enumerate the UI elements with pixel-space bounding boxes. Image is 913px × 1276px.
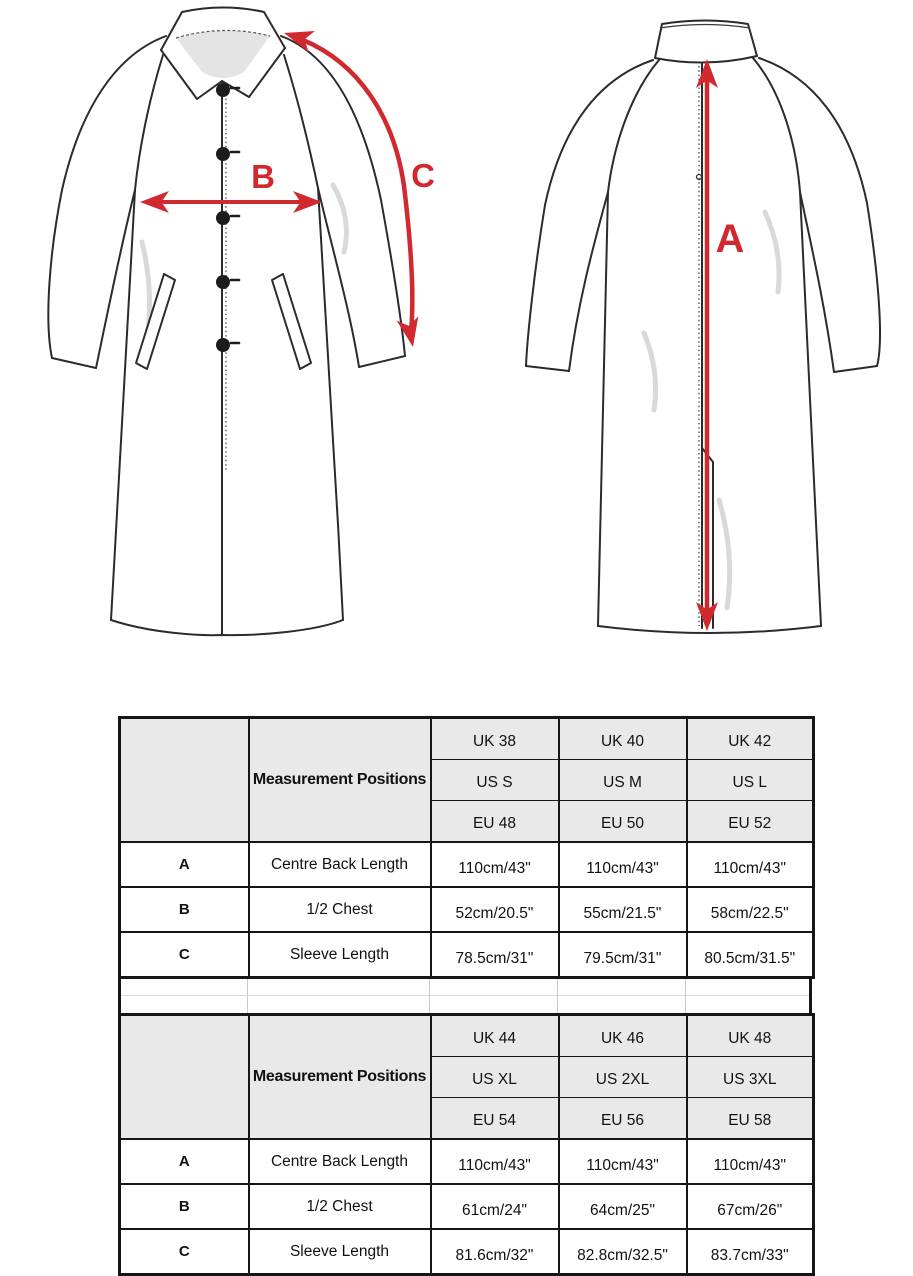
size-header-eu: EU 54 bbox=[431, 1098, 559, 1140]
size-header-us: US S bbox=[431, 760, 559, 801]
row-value: 55cm/21.5" bbox=[559, 887, 687, 932]
size-header-eu: EU 56 bbox=[559, 1098, 687, 1140]
size-header-eu: EU 52 bbox=[687, 801, 814, 843]
chest-measure-arrow-b bbox=[140, 158, 322, 213]
row-value: 64cm/25" bbox=[559, 1184, 687, 1229]
blank-header-cell bbox=[120, 1015, 249, 1140]
size-header-uk: UK 44 bbox=[431, 1015, 559, 1057]
table-row bbox=[120, 1184, 814, 1229]
row-name: 1/2 Chest bbox=[249, 887, 431, 932]
row-value: 52cm/20.5" bbox=[431, 887, 559, 932]
size-header-eu: EU 50 bbox=[559, 801, 687, 843]
row-key: A bbox=[120, 1139, 249, 1184]
row-key: B bbox=[120, 1184, 249, 1229]
row-value: 79.5cm/31" bbox=[559, 932, 687, 978]
row-value: 82.8cm/32.5" bbox=[559, 1229, 687, 1275]
row-value: 78.5cm/31" bbox=[431, 932, 559, 978]
measurement-positions-header: Measurement Positions bbox=[249, 1015, 431, 1140]
row-key: C bbox=[120, 932, 249, 978]
size-header-us: US XL bbox=[431, 1057, 559, 1098]
coat-back-view bbox=[526, 20, 880, 633]
size-table-uk44-48 bbox=[118, 1013, 815, 1276]
size-header-us: US 3XL bbox=[687, 1057, 814, 1098]
row-value: 67cm/26" bbox=[687, 1184, 814, 1229]
row-value: 58cm/22.5" bbox=[687, 887, 814, 932]
row-name: Centre Back Length bbox=[249, 1139, 431, 1184]
label-b: B bbox=[251, 158, 275, 195]
back-collar bbox=[655, 20, 757, 63]
table-row bbox=[120, 887, 814, 932]
front-body-outline bbox=[48, 36, 405, 635]
row-value: 61cm/24" bbox=[431, 1184, 559, 1229]
front-buttons bbox=[216, 83, 239, 352]
size-header-us: US L bbox=[687, 760, 814, 801]
table-gap-row bbox=[118, 979, 812, 1013]
label-c: C bbox=[411, 157, 435, 194]
size-header-eu: EU 48 bbox=[431, 801, 559, 843]
size-header-uk: UK 40 bbox=[559, 718, 687, 760]
sleeve-measure-arrow-c bbox=[281, 22, 435, 349]
row-value: 110cm/43" bbox=[431, 842, 559, 887]
row-key: C bbox=[120, 1229, 249, 1275]
row-value: 81.6cm/32" bbox=[431, 1229, 559, 1275]
table-row bbox=[120, 842, 814, 887]
size-header-us: US M bbox=[559, 760, 687, 801]
size-tables bbox=[118, 716, 812, 1276]
size-header-uk: UK 42 bbox=[687, 718, 814, 760]
size-header-us: US 2XL bbox=[559, 1057, 687, 1098]
label-a: A bbox=[715, 217, 745, 261]
row-name: Centre Back Length bbox=[249, 842, 431, 887]
size-header-uk: UK 46 bbox=[559, 1015, 687, 1057]
size-header-uk: UK 38 bbox=[431, 718, 559, 760]
row-name: Sleeve Length bbox=[249, 932, 431, 978]
row-value: 110cm/43" bbox=[687, 1139, 814, 1184]
measurement-positions-header: Measurement Positions bbox=[249, 718, 431, 843]
blank-header-cell bbox=[120, 718, 249, 843]
coat-front-view bbox=[48, 8, 435, 636]
row-name: Sleeve Length bbox=[249, 1229, 431, 1275]
table-row bbox=[120, 1229, 814, 1275]
row-value: 110cm/43" bbox=[559, 1139, 687, 1184]
row-value: 80.5cm/31.5" bbox=[687, 932, 814, 978]
back-body-outline bbox=[526, 58, 880, 633]
row-value: 83.7cm/33" bbox=[687, 1229, 814, 1275]
size-table-uk38-42 bbox=[118, 716, 815, 979]
row-value: 110cm/43" bbox=[687, 842, 814, 887]
table-row bbox=[120, 1139, 814, 1184]
row-key: A bbox=[120, 842, 249, 887]
row-key: B bbox=[120, 887, 249, 932]
row-name: 1/2 Chest bbox=[249, 1184, 431, 1229]
row-value: 110cm/43" bbox=[559, 842, 687, 887]
back-length-measure-arrow-a bbox=[696, 59, 744, 631]
size-header-uk: UK 48 bbox=[687, 1015, 814, 1057]
table-row bbox=[120, 932, 814, 978]
row-value: 110cm/43" bbox=[431, 1139, 559, 1184]
size-header-eu: EU 58 bbox=[687, 1098, 814, 1140]
